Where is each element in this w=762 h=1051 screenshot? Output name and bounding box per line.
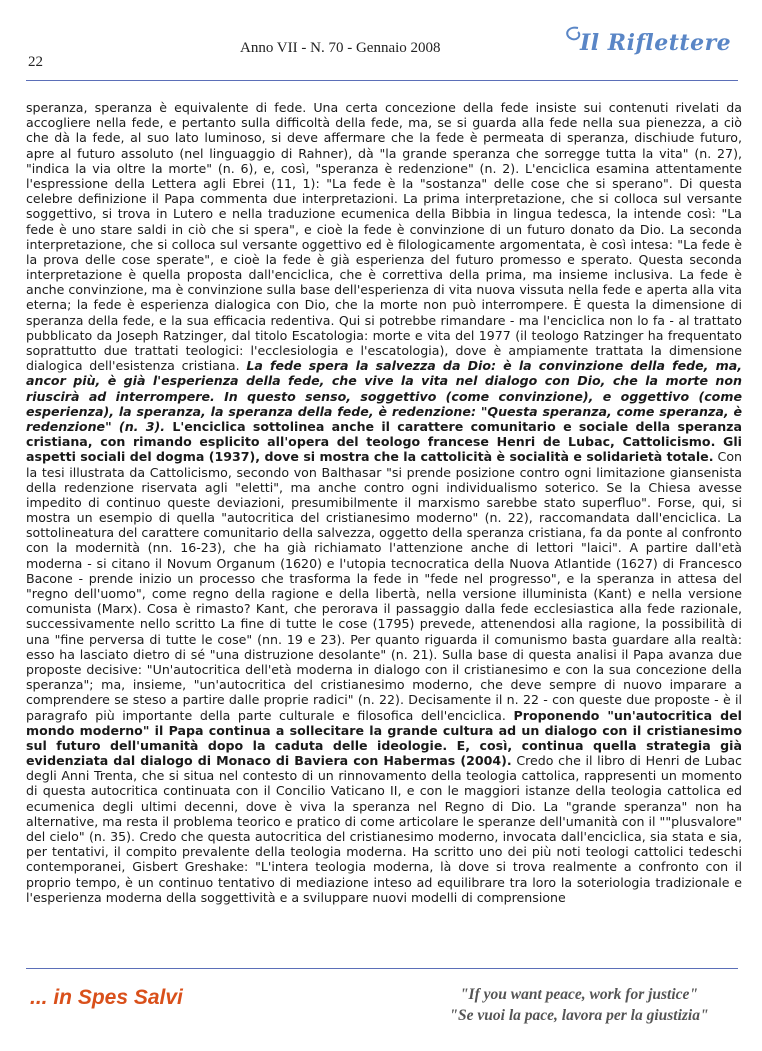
article-text-part-3: Credo che il libro di Henri de Lubac degli Anni Trenta, che si situa nel contesto di un rinnovamento della teologia cattolica, rappresenti un momento di questa autocritica continuata con il Concilio Vaticano II, e con le maggiori istanze della teologia cattolica ed ecumenica degli ultimi decenni, dove è viva la speranza nel Regno di Dio. La "grande speranza" non ha alternative, ma resta il problema teorico e pratico di come articolare le speranze dell'umanità con il ""plusvalore" del cielo" (n. 35). Credo che questa autocritica del cristianesimo moderno, invocata dall'enciclica, sia stata e sia, per tentativi, il compito prevalente della teologia moderna. Ha scritto uno dei più noti teologi cattolici tedeschi contemporanei, Gisbert Greshake: "L'intera teologia moderna, là dove si trova realmente a confronto con il proprio tempo, è un continuo tentativo di mediazione inteso ad equilibrare tra loro la soteriologia tradizionale e l'esperienza moderna della soggettività e a sviluppare nuovi modelli di comprensione bbox=[26, 753, 742, 905]
footer-section-title: ... in Spes Salvi bbox=[30, 986, 183, 1009]
article-emphasis: La fede spera la salvezza da Dio: è la convinzione della fede, ma, ancor più, è già l'esperienza della fede, che vive la vita nel dialogo con Dio, che la morte non riuscirà ad interrompere. In questo senso, soggettivo (come convinzione), e oggettivo (come esperienza), la speranza, la speranza della fede, è redenzione: "Questa speranza, come speranza, è redenzione" (n. 3). bbox=[26, 358, 742, 434]
issue-line: Anno VII - N. 70 - Gennaio 2008 bbox=[240, 40, 441, 56]
masthead-logo bbox=[560, 22, 740, 66]
footer-rule bbox=[26, 968, 738, 969]
article-bold-part-2: Proponendo "un'autocritica del mondo moderno" il Papa continua a sollecitare la grande cultura ad un dialogo con il cristianesimo sul futuro dell'umanità dopo la caduta delle ideologie. E, così, continua quella strategia già evidenziata dal dialogo di Monaco di Baviera con Habermas (2004). bbox=[26, 707, 742, 769]
footer-motto-it: "Se vuoi la pace, lavora per la giustizia" bbox=[449, 1007, 709, 1024]
article-text-part-1: speranza, speranza è equivalente di fede. Una certa concezione della fede insiste sui contenuti rivelati da accogliere nella fede, e pertanto sulla difficoltà della fede, ma, se si guarda alla fede nella sua pienezza, a ciò che dà la fede, al suo lato luminoso, si deve affermare che la fede è permeata di speranza, dischiude futuro, apre al futuro assoluto (nel linguaggio di Rahner), dà "la grande speranza che sorregge tutta la vita" (n. 27), "indica la via oltre la morte" (n. 6), e, così, "speranza è redenzione" (n. 2). L'enciclica esamina attentamente l'espressione della Lettera agli Ebrei (11, 1): "La fede è la "sostanza" delle cose che si sperano". Di questa celebre definizione il Papa commenta due interpretazioni. La prima interpretazione, che si colloca sul versante soggettivo, si trova in Lutero e nella traduzione ecumenica della Bibbia in lingua tedesca, la intende così: "La fede è uno stare saldi in ciò che si spera", e cioè la fede è convinzione di un futuro donato da Dio. La seconda interpretazione, che si colloca sul versante oggettivo ed è filologicamente argomentata, è così intesa: "La fede è la prova delle cose sperate", e cioè la fede è già esperienza del futuro promesso e sperato. Questa seconda interpretazione è quella proposta dall'enciclica, che è correttiva della prima, ma insieme inclusiva. La fede è anche convinzione, ma è convinzione sulla base dell'esperienza di vita nuova vissuta nella fede e aperta alla vita eterna; la fede è esperienza dialogica con Dio, che la morte non può interrompere. È questa la dimensione di speranza della fede, e la sua efficacia redentiva. Qui si potrebbe rimandare - ma l'enciclica non lo fa - al trattato pubblicato da Joseph Ratzinger, dal titolo Escatologia: morte e vita del 1977 (il teologo Ratzinger ha frequentato soprattutto due trattati teologici: l'ecclesiologia e l'escatologia), dove è ampiamente trattata la dimensione dialogica dell'esistenza cristiana. bbox=[26, 100, 742, 374]
page-number: 22 bbox=[28, 54, 43, 70]
article-bold-part-1: L'enciclica sottolinea anche il carattere comunitario e sociale della speranza cristiana, con rimando esplicito all'opera del teologo francese Henri de Lubac, Cattolicismo. Gli aspetti sociali del dogma (1937), dove si mostra che la cattolicità è socialità e solidarietà totale. bbox=[26, 418, 743, 465]
logo-text: Il Riflettere bbox=[580, 30, 732, 56]
article-text-part-2: Con la tesi illustrata da Cattolicismo, secondo von Balthasar "si prende posizione contro ogni limitazione giansenista della redenzione riservata agli "eletti", ma anche contro ogni individualismo soterico. Se la Chiesa avesse impedito di continuo queste deviazioni, presumibilmente il marxismo sarebbe stato superfluo". Forse, qui, si mostra un esempio di quella "autocritica del cristianesimo moderno" (n. 22), raccomandata dall'enciclica. La sottolineatura del carattere comunitario della salvezza, oggetto della speranza cristiana, fa da ponte al confronto con la modernità (nn. 16-23), che ha già richiamato l'attenzione anche di lettori "laici". A partire dall'età moderna - si citano il Novum Organum (1620) e l'utopia tecnocratica della Nuova Atlantide (1627) di Francesco Bacone - prende inizio un processo che trasforma la fede in "fede nel progresso", e la speranza in attesa del "regno dell'uomo", come regno della ragione e della libertà, nella versione illuminista (Kant) e nella versione comunista (Marx). Cosa è rimasto? Kant, che perorava il passaggio dalla fede ecclesiastica alla fede razionale, successivamente nello scritto La fine di tutte le cose (1795) prevede, attenendosi alla ragione, la possibilità di una "fine perversa di tutte le cose" (nn. 19 e 23). Per quanto riguarda il comunismo basta guardare alla realtà: esso ha lasciato dietro di sé "una distruzione desolante" (n. 21). Sulla base di questa analisi il Papa avanza due proposte decisive: "Un'autocritica dell'età moderna in dialogo con il cristianesimo e con la sua concezione della speranza"; ma, insieme, "un'autocritica del cristianesimo moderno, che deve sempre di nuovo imparare a comprendere se steso a partire dalle proprie radici" (n. 22). Decisamente il n. 22 - con queste due proposte - è il paragrafo più importante della parte culturale e filosofica dell'enciclica. bbox=[26, 449, 743, 723]
article-body bbox=[26, 100, 742, 905]
header-rule bbox=[26, 80, 738, 81]
footer-motto-en: "If you want peace, work for justice" bbox=[459, 986, 699, 1003]
footer-motto bbox=[420, 984, 738, 1026]
